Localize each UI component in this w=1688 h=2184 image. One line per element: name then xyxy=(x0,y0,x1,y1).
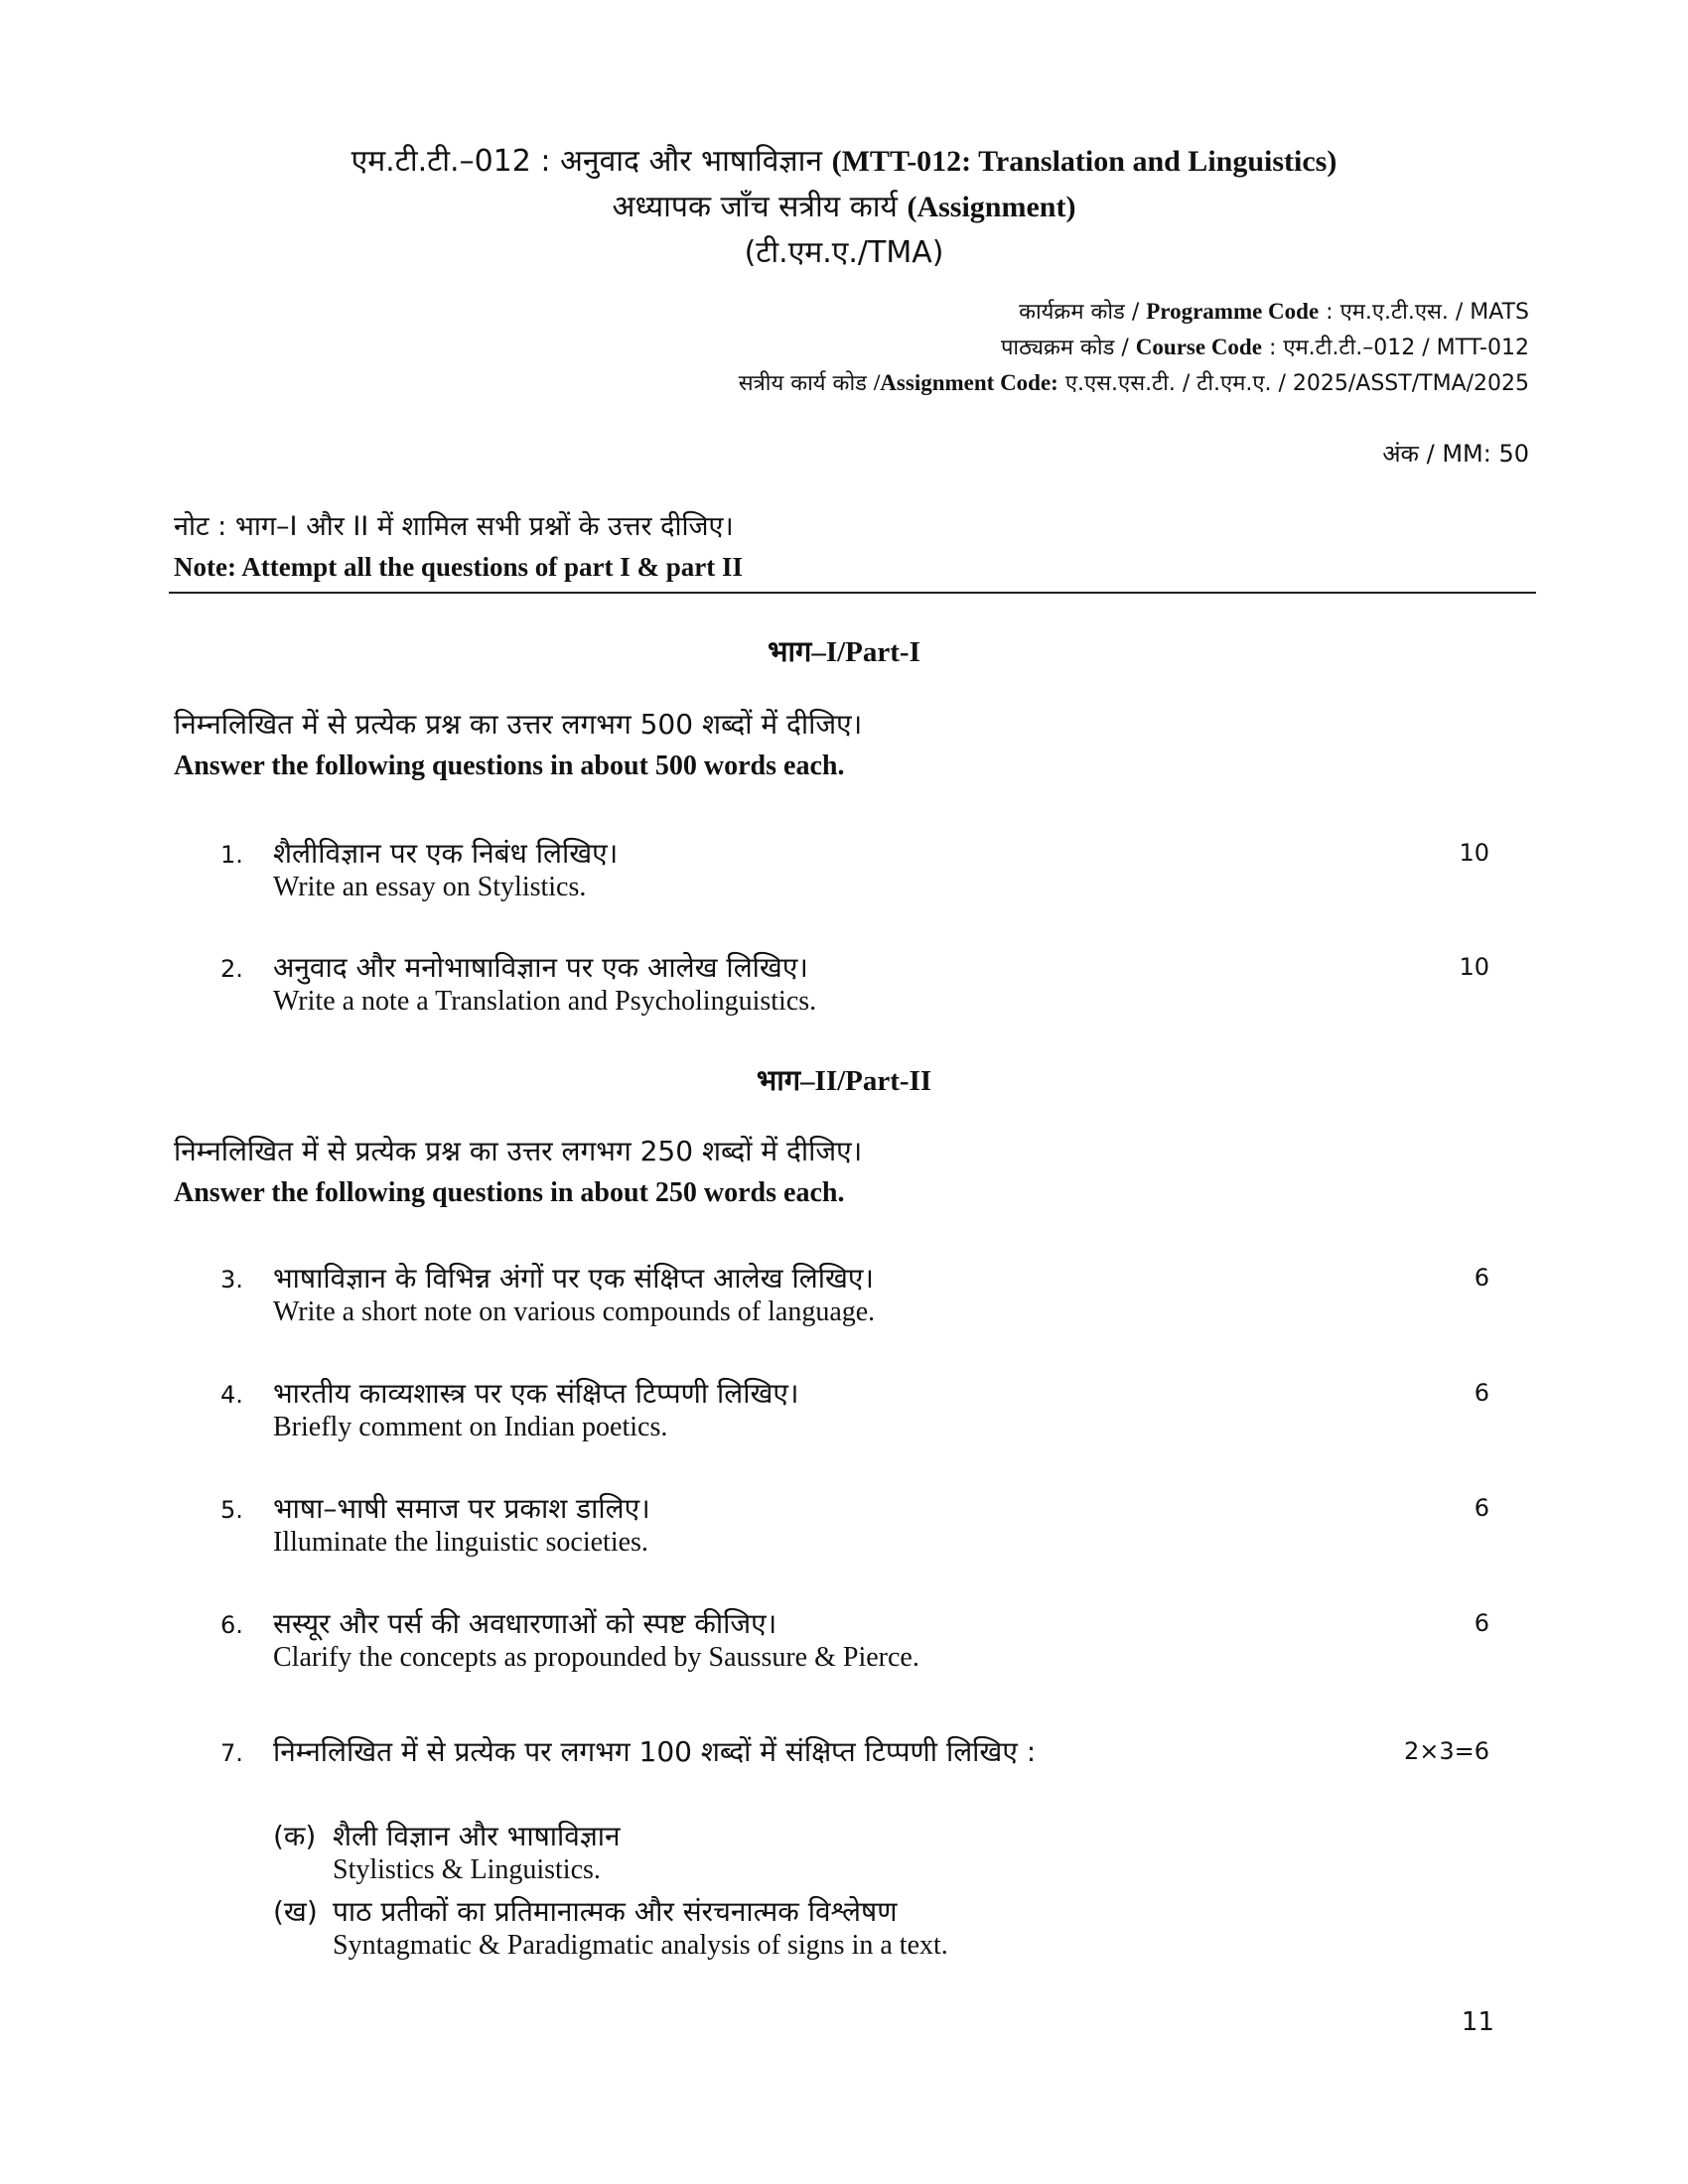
subquestion-english: Stylistics & Linguistics. xyxy=(333,1854,601,1885)
question-hindi: भाषा–भाषी समाज पर प्रकाश डालिए। xyxy=(273,1492,650,1525)
question-marks: 6 xyxy=(1474,1494,1489,1522)
course-value: : एम.टी.टी.–012 / MTT-012 xyxy=(1268,336,1529,360)
question-number: 4. xyxy=(220,1381,243,1409)
question-marks: 6 xyxy=(1474,1609,1489,1637)
subquestion-label: (ख) xyxy=(273,1895,318,1928)
part2-heading: भाग–II/Part-II xyxy=(756,1065,932,1097)
part2-instruction-hindi: निम्नलिखित में से प्रत्येक प्रश्न का उत्तर लगभग 250 शब्दों में दीजिए। xyxy=(174,1135,863,1167)
subquestion-label: (क) xyxy=(273,1820,317,1852)
subquestion-english: Syntagmatic & Paradigmatic analysis of signs in a text. xyxy=(333,1930,948,1961)
question-marks: 10 xyxy=(1459,839,1489,867)
question-number: 5. xyxy=(220,1496,243,1524)
course-code xyxy=(1001,332,1529,361)
question-marks: 10 xyxy=(1459,953,1489,981)
question-hindi: अनुवाद और मनोभाषाविज्ञान पर एक आलेख लिखिए। xyxy=(273,951,808,984)
question-number: 3. xyxy=(220,1266,243,1294)
course-label-hindi: पाठ्यक्रम कोड / xyxy=(1000,336,1129,360)
part1-instruction-english: Answer the following questions in about 500 words each. xyxy=(174,751,845,781)
tma-label: (टी.एम.ए./TMA) xyxy=(744,235,944,270)
title-english: (MTT-012: Translation and Linguistics) xyxy=(831,145,1337,178)
question-english: Write a short note on various compounds of language. xyxy=(273,1297,876,1327)
programme-label-english: Programme Code xyxy=(1146,299,1320,324)
question-number: 6. xyxy=(220,1611,243,1639)
question-hindi: निम्नलिखित में से प्रत्येक पर लगभग 100 शब्दों में संक्षिप्त टिप्पणी लिखिए : xyxy=(273,1735,1037,1768)
divider xyxy=(169,592,1536,594)
part1-heading: भाग–I/Part-I xyxy=(768,636,920,668)
subtitle-line xyxy=(0,185,1688,225)
question-english: Clarify the concepts as propounded by Saussure & Pierce. xyxy=(273,1642,919,1673)
question-hindi: भारतीय काव्यशास्त्र पर एक संक्षिप्त टिप्पणी लिखिए। xyxy=(273,1377,799,1410)
question-hindi: सस्यूर और पर्स की अवधारणाओं को स्पष्ट कीजिए। xyxy=(273,1607,777,1640)
question-number: 2. xyxy=(220,955,243,983)
programme-label-hindi: कार्यक्रम कोड / xyxy=(1019,300,1140,325)
question-english: Write an essay on Stylistics. xyxy=(273,872,587,902)
page-number: 11 xyxy=(1461,2007,1494,2037)
question-hindi: शैलीविज्ञान पर एक निबंध लिखिए। xyxy=(273,837,619,870)
subtitle-english: (Assignment) xyxy=(907,191,1076,223)
course-label-english: Course Code xyxy=(1135,335,1262,359)
question-marks: 6 xyxy=(1474,1379,1489,1407)
question-number: 1. xyxy=(220,841,243,869)
max-marks: अंक / MM: 50 xyxy=(1382,440,1529,468)
assignment-value: ए.एस.एस.टी. / टी.एम.ए. / 2025/ASST/TMA/2025 xyxy=(1064,371,1529,396)
question-hindi: भाषाविज्ञान के विभिन्न अंगों पर एक संक्षिप्त आलेख लिखिए। xyxy=(273,1262,874,1295)
assignment-code xyxy=(739,367,1529,397)
question-english: Briefly comment on Indian poetics. xyxy=(273,1412,668,1442)
subquestion-hindi: शैली विज्ञान और भाषाविज्ञान xyxy=(333,1820,621,1852)
part1-instruction-hindi: निम्नलिखित में से प्रत्येक प्रश्न का उत्तर लगभग 500 शब्दों में दीजिए। xyxy=(174,708,863,741)
note-hindi: नोट : भाग–I और II में शामिल सभी प्रश्नों के उत्तर दीजिए। xyxy=(174,511,734,542)
question-english: Illuminate the linguistic societies. xyxy=(273,1527,648,1558)
title-line xyxy=(0,139,1688,180)
programme-value: : एम.ए.टी.एस. / MATS xyxy=(1326,300,1529,325)
programme-code xyxy=(1019,296,1529,326)
question-marks: 6 xyxy=(1474,1264,1489,1292)
question-number: 7. xyxy=(220,1739,243,1767)
subtitle-hindi: अध्यापक जाँच सत्रीय कार्य xyxy=(612,190,898,224)
part2-instruction-english: Answer the following questions in about 250 words each. xyxy=(174,1177,845,1208)
assignment-label-english: /Assignment Code: xyxy=(873,370,1058,395)
question-marks: 2×3=6 xyxy=(1403,1737,1489,1765)
title-hindi: एम.टी.टी.–012 : अनुवाद और भाषाविज्ञान xyxy=(351,144,823,179)
subquestion-hindi: पाठ प्रतीकों का प्रतिमानात्मक और संरचनात्मक विश्लेषण xyxy=(333,1895,898,1928)
assignment-label-hindi: सत्रीय कार्य कोड xyxy=(738,371,867,396)
note-english: Note: Attempt all the questions of part I & part II xyxy=(174,552,743,582)
question-english: Write a note a Translation and Psycholinguistics. xyxy=(273,986,817,1017)
